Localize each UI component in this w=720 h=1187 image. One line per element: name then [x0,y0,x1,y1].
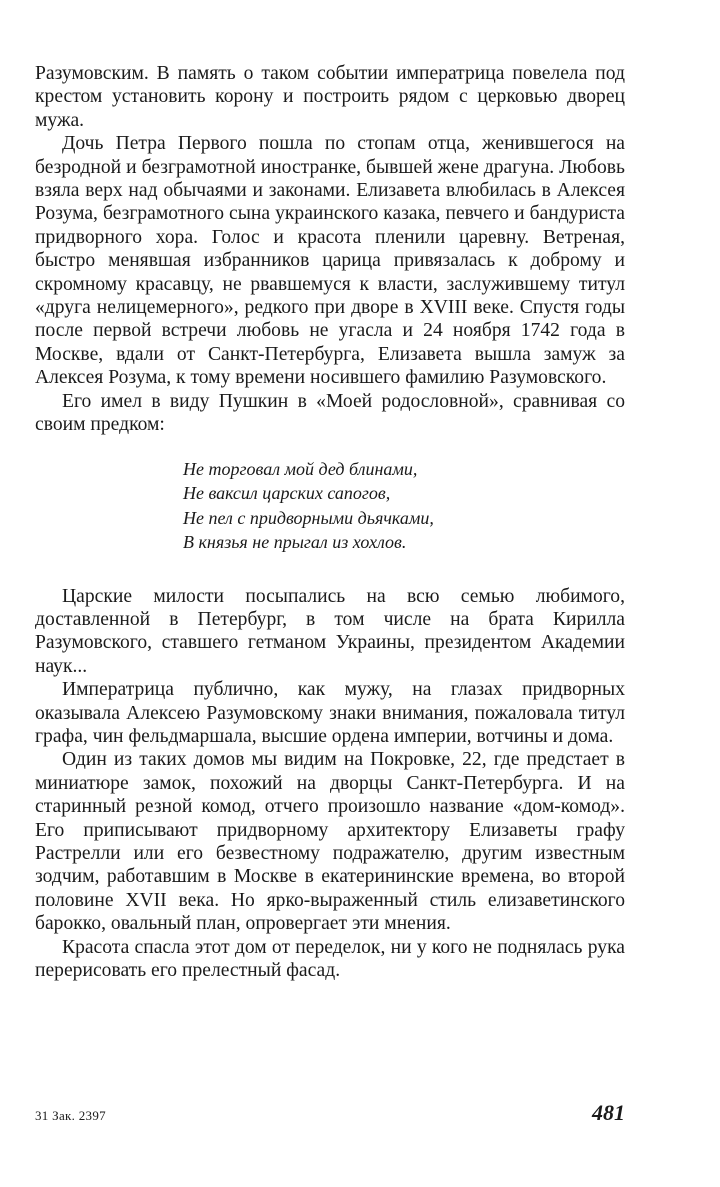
verse-line: В князья не прыгал из хохлов. [183,532,407,552]
verse-line: Не торговал мой дед блинами, [183,458,418,479]
paragraph: Разумовским. В память о таком событии императрица повелела под крестом установить корону и построить рядом с церковью дворец мужа. [35,63,625,131]
paragraph: Его имел в виду Пушкин в «Моей родословной», сравнивая со своим предком: [35,390,625,436]
paragraph: Красота спасла этот дом от переделок, ни у кого не поднялась рука перерисовать его прелестный фасад. [35,936,625,981]
paragraph: Дочь Петра Первого пошла по стопам отца, женившегося на безродной и безграмотной иностранке, бывшей жене драгуна. Любовь взяла верх над обычаями и законами. Елизавета влюбилась в Алексея Розума, безграмотного сына украинского казака, певчего и бандуриста придворного хора. Голос и красота пленили царевну. Ветреная, быстро менявшая избранников царица привязалась к доброму и скромному красавцу, не рвавшемуся к власти, заслужившему титул «друга нелицемерного», редкого при дворе в XVIII веке. Спустя годы после первой встречи любовь не угасла и 24 ноября 1742 года в Москве, вдали от Санкт-Петербурга, Елизавета вышла замуж за Алексея Розума, к тому времени носившего фамилию Разумовского. [35,133,625,389]
page-number: 481 [592,1100,625,1125]
paragraph: Один из таких домов мы видим на Покровке, 22, где предстает в миниатюре замок, похожий на дворцы Санкт-Петербурга. И на старинный резной комод, отчего произошло название «дом-комод». Его приписывают придворному архитектору Елизаветы графу Растрелли или его безвестному подражателю, другим известным зодчим, работавшим в Москве в екатерининские времена, во второй половине XVII века. Но ярко-выраженный стиль елизаветинского барокко, овальный план, опровергает эти мнения. [35,749,625,935]
verse-line: Не ваксил царских сапогов, [183,483,391,503]
paragraph: Императрица публично, как мужу, на глазах придворных оказывала Алексею Разумовскому знаки внимания, пожаловала титул графа, чин фельдмаршала, высшие ордена империи, вотчины и дома. [35,679,625,747]
page-body [35,62,625,982]
verse-line: Не пел с придворными дьячками, [183,507,434,528]
poem-quote [183,457,625,555]
printer-signature: 31 Зак. 2397 [35,1108,106,1123]
paragraph: Царские милости посыпались на всю семью любимого, доставленной в Петербург, в том числе на брата Кирилла Разумовского, ставшего гетманом Украины, президентом Академии наук... [35,585,625,677]
